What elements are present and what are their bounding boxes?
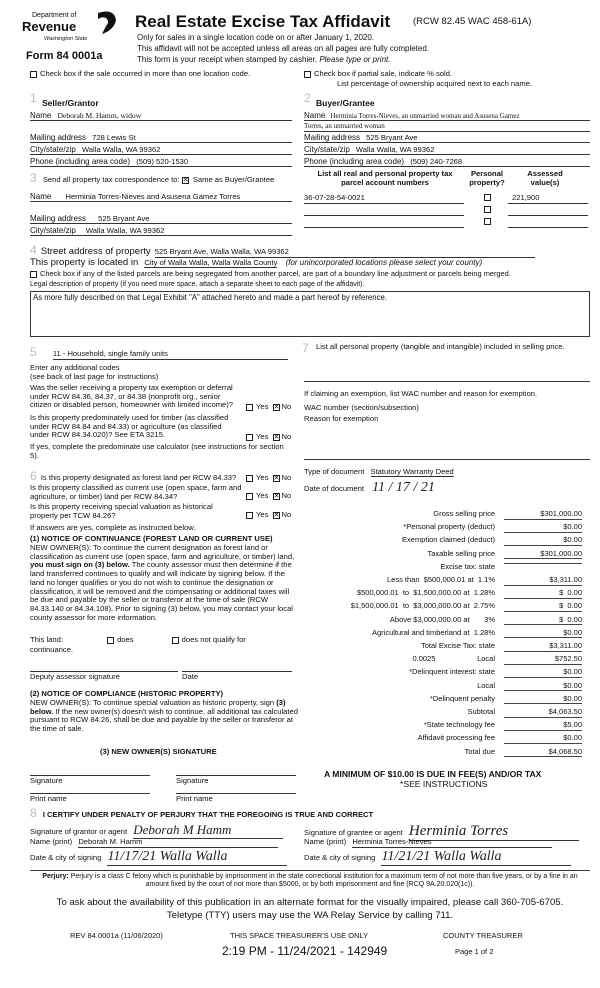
perjury-text: Perjury is a class C felony which is punishable by imprisonment in the state correctional institution for a maximum term of not more than five years, or by a fine in an amount fixed by the court of not more than $5000, or by both imprisonment and fine (RCQ 9A.20.020(1c)). [70,873,578,889]
seller-mailing-label: Mailing address [30,133,87,142]
tax-row-label: *Personal property (deduct) [403,522,495,532]
s6-q2-answer [246,492,291,501]
corr-city-row [30,226,292,236]
tax-row [300,576,590,589]
doc-type[interactable]: Statutory Warranty Deed [370,467,454,476]
grantor-name[interactable]: Deborah M. Hamm [78,838,278,848]
grantee-date-row [304,849,590,866]
s5-q1-answer [246,403,291,412]
notice2-bold: (3) below. [30,698,286,716]
section-num-5: 5 [30,345,37,359]
wa-logo-icon [94,10,118,36]
tax-row-value[interactable]: $ 0.00 [504,602,582,612]
dept-line1: Department of [32,12,77,19]
no-checkbox[interactable]: ✕ [273,511,280,519]
certify-heading: I CERTIFY UNDER PENALTY OF PERJURY THAT THE FOREGOING IS TRUE AND CORRECT [42,810,374,819]
tax-row [300,668,590,681]
land-use-row [30,346,290,360]
street-row [30,244,590,258]
tax-row-label: Agricultural and timberland at 1.28% [372,627,495,637]
tax-row-label: Subtotal [467,707,495,716]
no-label: No [281,491,292,500]
new-owner-sig-line-1[interactable] [30,768,150,776]
county-treasurer: COUNTY TREASURER [443,931,523,940]
new-owner-sig-title: (3) NEW OWNER(S) SIGNATURE [100,747,217,756]
grantor-sig-label: Signature of grantor or agent [30,827,128,836]
partial-sale-sub: List percentage of ownership acquired next to each name. [337,79,533,88]
tax-row-value[interactable]: $0.00 [504,668,582,678]
tax-row [300,550,590,563]
perjury-notice [30,870,590,889]
parcel-header-personal: Personal property? [469,169,505,187]
header-line3-italic: Please type or print. [319,55,391,64]
street-address[interactable]: 525 Bryant Ave, Walla Walla, WA 99362 [155,248,535,258]
grantor-name-row [30,838,298,848]
treasurer-use: THIS SPACE TREASURER'S USE ONLY [230,931,369,940]
grantee-name[interactable]: Herminia Torres-Nieves [352,838,552,848]
tax-row [300,616,590,629]
deputy-date-line[interactable] [182,664,292,672]
tax-row-value[interactable]: $0.00 [504,734,582,744]
section-num-6: 6 [30,469,37,483]
this-land-row [30,636,298,645]
tax-row [300,708,590,721]
tax-row-value[interactable]: $0.00 [504,629,582,639]
section-num-4: 4 [30,243,37,257]
assessed-value-0[interactable]: 221,900 [508,194,588,204]
yes-checkbox[interactable] [246,404,253,411]
see-instructions: *SEE INSTRUCTIONS [400,779,488,789]
new-owner-sig-line-2[interactable] [176,768,296,776]
perjury-bold: Perjury: [42,873,69,880]
tax-row-value[interactable]: $ 0.00 [504,589,582,599]
tax-row-value[interactable]: $5.00 [504,721,582,731]
seller-mailing[interactable]: 728 Lewis St [92,133,136,142]
checkbox[interactable] [304,71,311,78]
seller-heading: Seller/Grantor [42,98,99,108]
print-name-line-1[interactable] [30,786,150,794]
reason-line[interactable] [304,452,590,460]
corr-name-row [30,192,292,202]
multiple-locations-check[interactable] [30,70,250,79]
section-num-1: 1 [30,91,37,105]
tax-row [300,536,590,549]
section-num-8: 8 [30,806,37,820]
tax-row-label: Taxable selling price [427,548,495,558]
legal-label: Legal description of property (if you need more space, attach a separate sheet to each page of the affidavit). [30,281,365,288]
assessed-value-1[interactable] [508,206,588,216]
doc-type-row [304,468,454,477]
tax-row-value[interactable]: $4,068.50 [504,748,582,758]
personal-property-checkbox-2[interactable] [484,218,491,225]
grantor-date-row [30,849,298,866]
no-label: No [281,510,292,519]
seller-phone[interactable]: (509) 520-1530 [136,157,189,166]
buyer-mailing-label: Mailing address [304,133,361,142]
buyer-name-label: Name [304,111,326,120]
buyer-name-line2[interactable]: Torres, an unmarried woman [304,122,385,130]
tax-row-value[interactable]: $3,311.00 [504,642,582,652]
notice2-b: If the new owner(s) doesn't wish to continue, all additional tax calculated pursuant to RCW 84.26, shall be due and payable by the seller or transferor at the time of sale. [30,706,298,734]
does-checkbox[interactable] [107,637,114,644]
tax-row [300,510,590,523]
buyer-heading: Buyer/Grantee [316,98,375,108]
tax-row-value[interactable]: $4,063.50 [504,708,582,718]
located-value[interactable]: City of Walla Walla, Walla Walla County [144,258,278,267]
buyer-name-line1[interactable]: Herminia Torres-Nieves, an unmarried woman and Asusena Gamez [330,112,520,120]
s5-q1: Was the seller receiving a property tax exemption or deferral under RCW 84.36, 84.37, or 84.38 (nonprofit org., senior citizen or disabled person, homeowner with limited income)? [30,383,234,410]
yes-checkbox[interactable] [246,434,253,441]
print-name-label-1: Print name [30,794,67,803]
doc-date-label: Date of document [304,484,364,493]
signature-label-1: Signature [30,776,63,785]
doc-date[interactable]: 11 / 17 / 21 [372,480,435,495]
checkbox[interactable] [30,71,37,78]
seller-name-label: Name [30,111,52,120]
tax-row-label: Total Excise Tax: state [420,641,495,650]
s5-q3: If yes, complete the predominate use calculator (see instructions for section 5). [30,442,284,460]
does-label: does [117,635,134,644]
parcel-header-assessed: Assessed value(s) [527,169,563,187]
s6-q3-answer [246,511,291,520]
tax-row [300,602,590,615]
tax-row-label: *Delinquent interest: state [409,667,495,677]
checkbox[interactable] [30,271,37,278]
tax-row-label: 0.0025 Local [412,654,495,664]
grantee-name-row [304,838,590,848]
multiple-locations-label: Check box if the sale occurred in more than one location code. [40,69,251,78]
street-label: Street address of property [40,246,151,257]
signature-label-2: Signature [176,776,209,785]
correspondence-row [30,172,274,186]
no-checkbox[interactable]: ✕ [273,433,280,441]
tax-row [300,563,590,576]
notice2-a: NEW OWNER(S): To continue special valuation as historic property, sign [30,698,275,707]
yes-checkbox[interactable] [246,493,253,500]
s6-q1: Is this property designated as forest land per RCW 84.33? [40,473,237,482]
grantor-date[interactable]: 11/17/21 Walla Walla [107,849,287,866]
corr-city-label: City/state/zip [30,226,76,235]
no-label: No [281,432,292,441]
tax-row [300,642,590,655]
corr-name[interactable]: Herminia Torres-Nieves and Asusena Gamez Torres [65,192,241,201]
buyer-name-row [304,111,590,121]
tax-row-label: Excise tax: state [440,561,495,571]
print-name-label-2: Print name [176,794,213,803]
rev-number: REV 84 0001a (11/06/2020) [70,931,163,940]
tax-row [300,734,590,747]
tax-row-value[interactable]: $0.00 [504,536,582,546]
header-line2: This affidavit will not be accepted unless all areas on all pages are fully completed. [137,44,430,53]
same-as-buyer-checkbox[interactable]: ✕ [182,176,189,184]
tax-row [300,523,590,536]
dept-line2: Revenue [22,19,77,34]
does-not-label: does not qualify for [181,635,246,644]
tax-row [300,682,590,695]
grantee-name-label: Name (print) [304,837,347,846]
notice2-text [30,699,298,734]
segregated-label: Check box if any of the listed parcels are being segregated from another parcel, are part of a boundary line adjustment or parcels being merged. [40,269,511,278]
assessed-value-2[interactable] [508,218,588,228]
personal-property-list: List all personal property (tangible and intangible) included in selling price. [316,342,565,351]
doc-date-row [304,480,435,496]
grantee-sig-label: Signature of grantee or agent [304,828,403,837]
yes-label: Yes [256,510,269,519]
tax-row-value[interactable]: $0.00 [504,523,582,533]
cashier-stamp: 2:19 PM - 11/24/2021 - 142949 [222,944,388,958]
tax-row-label: Affidavit processing fee [417,733,495,743]
grantor-name-label: Name (print) [30,837,73,846]
parcel-number-1[interactable] [304,206,464,216]
section-num-2: 2 [304,91,311,105]
certify-heading-row [30,807,373,821]
no-checkbox[interactable]: ✕ [273,492,280,500]
yes-label: Yes [256,432,269,441]
tax-row-value[interactable]: $0.00 [504,695,582,705]
s6-q3: Is this property receiving special valuation as historical property per TCW 84.26? [30,502,213,520]
alt-format-1: To ask about the availability of this publication in an alternate format for the visually impaired, please call 360-705-6705. [56,897,564,908]
no-label: No [281,473,292,482]
correspondence-label: Send all property tax correspondence to: [42,175,180,184]
notice1-b: The county assessor must then determine if the land transferred continues to qualify and will indicate by signing below. If the land no longer qualifies or you do not wish to continue the designation or classification, it will be removed and the compensating or additional taxes will be due and payable by the seller or transferor at the time of sale (RCW 84.33.140 or 84.34.108). Prior to signing (3) below, you may contact your local county assessor for more information. [30,560,293,622]
tax-row-value[interactable]: $ 0.00 [504,616,582,626]
page-title: Real Estate Excise Tax Affidavit [135,12,391,31]
deputy-sig-line[interactable] [30,664,178,672]
yes-checkbox[interactable] [246,475,253,482]
buyer-phone-row [304,157,590,167]
tax-row [300,629,590,642]
dept-line3: Washington State [44,36,88,42]
personal-property-line[interactable] [304,374,590,382]
tax-row-label: Local [477,680,495,690]
corr-city[interactable]: Walla Walla, WA 99362 [85,226,165,235]
tax-row-value[interactable]: $752.50 [504,655,582,665]
no-label: No [281,402,292,411]
rcw-ref: (RCW 82.45 WAC 458-61A) [413,16,532,27]
header-line3-text: This form is your receipt when stamped by cashier. [137,55,318,64]
reason-label: Reason for exemption [304,414,379,423]
yes-label: Yes [256,473,269,482]
parcel-number-2[interactable] [304,218,464,228]
tax-row-value[interactable]: $3,311.00 [504,576,582,586]
tax-row [300,721,590,734]
header-line3 [137,55,390,64]
page-number: Page 1 of 2 [455,947,494,956]
personal-property-checkbox-0[interactable] [484,194,491,201]
this-land-label: This land: [30,635,63,644]
dor-logo [22,10,120,50]
yes-checkbox[interactable] [246,512,253,519]
corr-name-label: Name [30,192,52,201]
form-id: Form 84 0001a [26,50,103,62]
buyer-city-row [304,145,590,155]
does-not-checkbox[interactable] [172,637,179,644]
wac-intro: If claiming an exemption, list WAC number and reason for exemption. [304,389,538,398]
seller-phone-row [30,157,292,167]
additional-codes-sub: (see back of last page for instructions) [30,372,159,381]
print-name-line-2[interactable] [176,786,296,794]
yes-label: Yes [256,491,269,500]
s6-if-yes: If answers are yes, complete as instructed below. [30,523,196,532]
notice1-title: (1) NOTICE OF CONTINUANCE (FOREST LAND OR CURRENT USE) [30,534,273,543]
tax-row [300,748,590,761]
seller-city[interactable]: Walla Walla, WA 99362 [81,145,161,154]
tax-row-label: Gross selling price [433,509,495,518]
partial-sale-label: Check box if partial sale, indicate % sold. [314,69,453,78]
grantee-date[interactable]: 11/21/21 Walla Walla [381,849,571,866]
personal-property-checkbox-1[interactable] [484,206,491,213]
legal-description-box[interactable] [30,291,590,337]
buyer-name-row2 [304,122,590,132]
tax-row-label: $500,000.01 to $1,500,000.00 at 1.28% [356,588,495,598]
segregated-check[interactable] [30,270,511,279]
parcel-header-main: List all real and personal property tax parcel account numbers [317,169,453,187]
tax-row-label: Less than $500,000.01 at 1.1% [387,575,495,584]
partial-sale-check[interactable] [304,70,452,79]
tax-row-label: $1,500,000.01 to $3,000,000.00 at 2.75% [350,601,495,611]
buyer-mailing[interactable]: 525 Bryant Ave [366,133,418,142]
notice2-title: (2) NOTICE OF COMPLIANCE (HISTORIC PROPERTY) [30,689,224,698]
tax-row-label: *State technology fee [423,720,495,730]
seller-mailing-row [30,133,292,143]
tax-row [300,695,590,708]
grantor-signature[interactable]: Deborah M Hamm [133,823,283,839]
deputy-date-label: Date [182,672,199,681]
tax-row-value[interactable]: $301,000.00 [504,550,582,560]
doc-type-label: Type of document [304,467,365,476]
continuance-label: continuance. [30,645,74,654]
alt-format-2: Teletype (TTY) users may use the WA Relay Service by calling 711. [166,910,454,921]
yes-label: Yes [256,402,269,411]
seller-name-row [30,111,292,121]
s6-q1-answer [246,474,291,483]
tax-row-label: Above $3,000,000.00 at 3% [389,614,495,624]
located-note: (for unincorporated locations please select your county) [285,258,483,267]
s5-q2: Is this property predominately used for timber (as classified under RCW 84.84 and 84.33) or agriculture (as classified under RCW 84.34.020)? See ETA 3215. [30,413,229,440]
seller-phone-label: Phone (including area code) [30,157,131,166]
s5-q2-answer [246,433,291,442]
grantor-date-label: Date & city of signing [30,853,102,862]
buyer-phone-label: Phone (including area code) [304,157,405,166]
seller-city-row [30,145,292,155]
buyer-city-label: City/state/zip [304,145,350,154]
no-checkbox[interactable]: ✕ [273,474,280,482]
minimum-notice: A MINIMUM OF $10.00 IS DUE IN FEE(S) AND/OR TAX [324,769,542,779]
grantee-signature[interactable]: Herminia Torres [409,823,579,841]
tax-row-value[interactable] [504,563,582,564]
header-line1: Only for sales in a single location code on or after January 1, 2020. [137,33,375,42]
section-num-3: 3 [30,171,37,185]
tax-row-value[interactable]: $301,000.00 [504,510,582,520]
tax-row-label: *Delinquent penalty [429,693,495,703]
located-label: This property is located in [30,257,139,268]
parcel-number-0[interactable]: 36-07-28-54-0021 [304,194,464,204]
tax-row-label: Exemption claimed (deduct) [402,535,495,545]
corr-mailing[interactable]: 525 Bryant Ave [98,214,150,223]
seller-name[interactable]: Deborah M. Hamm, widow [57,111,142,120]
located-row [30,258,482,269]
tax-row [300,655,590,668]
legal-description: As more fully described on that Legal Exhibit "A" attached hereto and made a part hereof by reference. [33,293,388,302]
no-checkbox[interactable]: ✕ [273,403,280,411]
notice1-bold: you must sign on (3) below. [30,560,130,570]
notice1-a: NEW OWNER(S): To continue the current designation as forest land or classification as current use (open space, farm and agriculture, or timber) land, [30,543,295,561]
additional-codes: Enter any additional codes [30,363,120,372]
corr-mailing-row [30,214,292,224]
grantee-date-label: Date & city of signing [304,853,376,862]
tax-row-value[interactable]: $0.00 [504,682,582,692]
corr-mailing-label: Mailing address [30,214,87,223]
deputy-sig-label: Deputy assessor signature [30,672,120,681]
land-use-code[interactable]: 11 - Household, single family units [53,350,288,360]
tax-row [300,589,590,602]
same-as-buyer-label: Same as Buyer/Grantee [192,175,275,184]
buyer-city[interactable]: Walla Walla, WA 99362 [355,145,435,154]
section-num-7: 7 [302,341,309,355]
wac-label: WAC number (section/subsection) [304,403,419,412]
tax-row-label: Total due [464,746,495,756]
buyer-mailing-row [304,133,590,143]
notice1-text [30,544,298,622]
seller-city-label: City/state/zip [30,145,76,154]
buyer-phone[interactable]: (509) 240-7268 [410,157,463,166]
s6-q2: Is this property classified as current use (open space, farm and agriculture, or timber) land per RCW 84.34? [30,483,242,501]
